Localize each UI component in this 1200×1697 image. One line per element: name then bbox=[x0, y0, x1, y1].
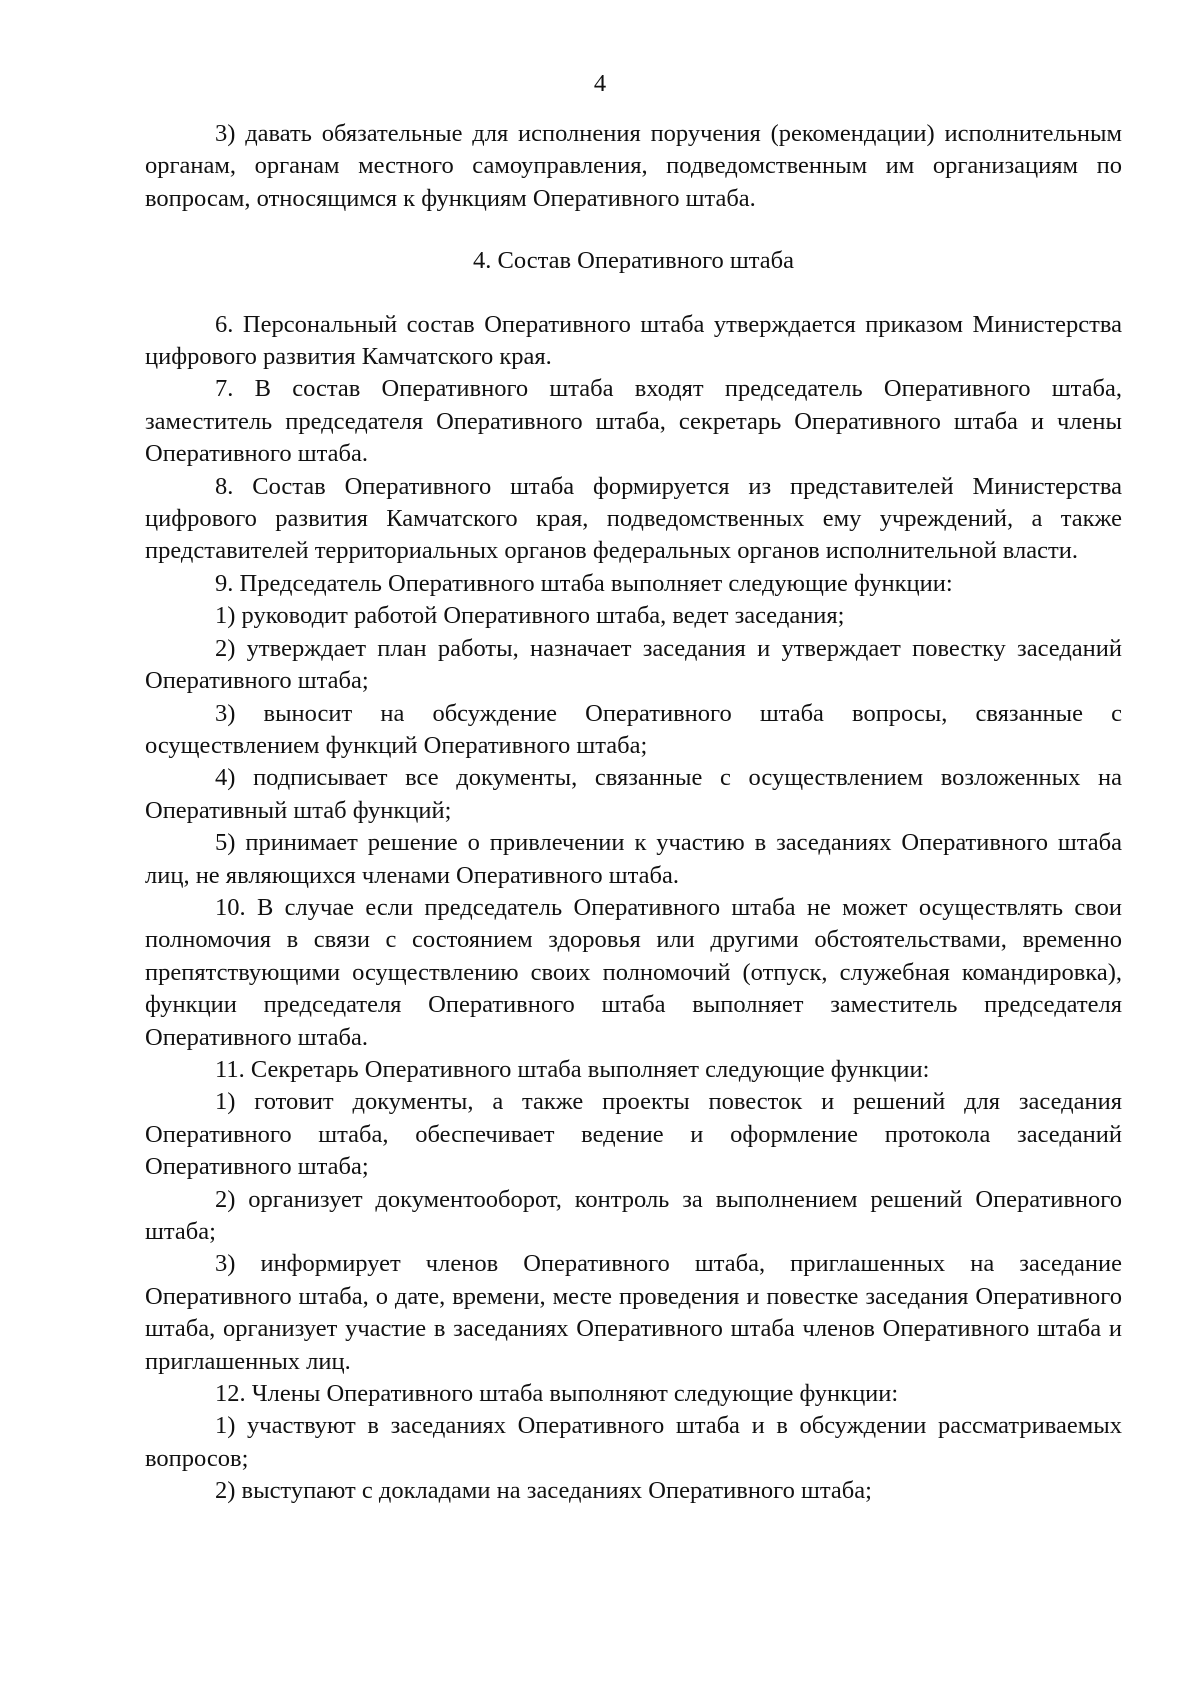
paragraph-11: 11. Секретарь Оперативного штаба выполняет следующие функции: bbox=[215, 1055, 930, 1083]
paragraph-9-item-5: 5) принимает решение о привлечении к участию в заседаниях Оперативного штаба лиц, не являющихся членами Оперативного штаба. bbox=[145, 829, 1122, 889]
paragraph-11-item-2: 2) организует документооборот, контроль за выполнением решений Оперативного штаба; bbox=[145, 1185, 1122, 1245]
paragraph-8: 8. Состав Оперативного штаба формируется из представителей Министерства цифрового развития Камчатского края, подведомственных ему учреждений, а также представителей территориальных органов федеральных органов исполнительной власти. bbox=[145, 472, 1122, 565]
section-heading: 4. Состав Оперативного штаба bbox=[473, 247, 794, 275]
paragraph-9-item-4: 4) подписывает все документы, связанные с осуществлением возложенных на Оперативный штаб функций; bbox=[145, 764, 1122, 824]
paragraph-12-item-1: 1) участвуют в заседаниях Оперативного штаба и в обсуждении рассматриваемых вопросов; bbox=[145, 1412, 1122, 1472]
paragraph-9-item-3: 3) выносит на обсуждение Оперативного штаба вопросы, связанные с осуществлением функций Оперативного штаба; bbox=[145, 699, 1122, 759]
paragraph-11-item-1: 1) готовит документы, а также проекты повесток и решений для заседания Оперативного штаба, обеспечивает ведение и оформление протокола заседаний Оперативного штаба; bbox=[145, 1088, 1122, 1181]
paragraph-9: 9. Председатель Оперативного штаба выполняет следующие функции: bbox=[215, 569, 953, 597]
paragraph-6: 6. Персональный состав Оперативного штаба утверждается приказом Министерства цифрового развития Камчатского края. bbox=[145, 310, 1122, 371]
paragraph-12: 12. Члены Оперативного штаба выполняют следующие функции: bbox=[215, 1380, 899, 1408]
paragraph-10: 10. В случае если председатель Оперативного штаба не может осуществлять свои полномочия в связи с состоянием здоровья или другими обстоятельствами, временно препятствующими осуществлению своих полномочий (отпуск, служебная командировка), функции председателя Оперативного штаба выполняет заместитель председателя Оперативного штаба. bbox=[145, 893, 1122, 1051]
paragraph-12-item-2: 2) выступают с докладами на заседаниях Оперативного штаба; bbox=[215, 1477, 872, 1505]
document-body bbox=[145, 118, 1122, 1508]
paragraph-9-item-1: 1) руководит работой Оперативного штаба, ведет заседания; bbox=[215, 602, 845, 630]
paragraph-9-item-2: 2) утверждает план работы, назначает заседания и утверждает повестку заседаний Оперативного штаба; bbox=[145, 634, 1122, 695]
paragraph-11-item-3: 3) информирует членов Оперативного штаба, приглашенных на заседание Оперативного штаба, о дате, времени, месте проведения и повестке заседания Оперативного штаба, организует участие в заседаниях Оперативного штаба членов Оперативного штаба и приглашенных лиц. bbox=[145, 1250, 1122, 1375]
paragraph-7: 7. В состав Оперативного штаба входят председатель Оперативного штаба, заместитель председателя Оперативного штаба, секретарь Оперативного штаба и члены Оперативного штаба. bbox=[145, 375, 1122, 468]
paragraph-item-3-orders: 3) давать обязательные для исполнения поручения (рекомендации) исполнительным органам, органам местного самоуправления, подведомственным им организациям по вопросам, относящимся к функциям Оперативного штаба. bbox=[145, 120, 1122, 212]
page-number: 4 bbox=[593, 70, 607, 97]
